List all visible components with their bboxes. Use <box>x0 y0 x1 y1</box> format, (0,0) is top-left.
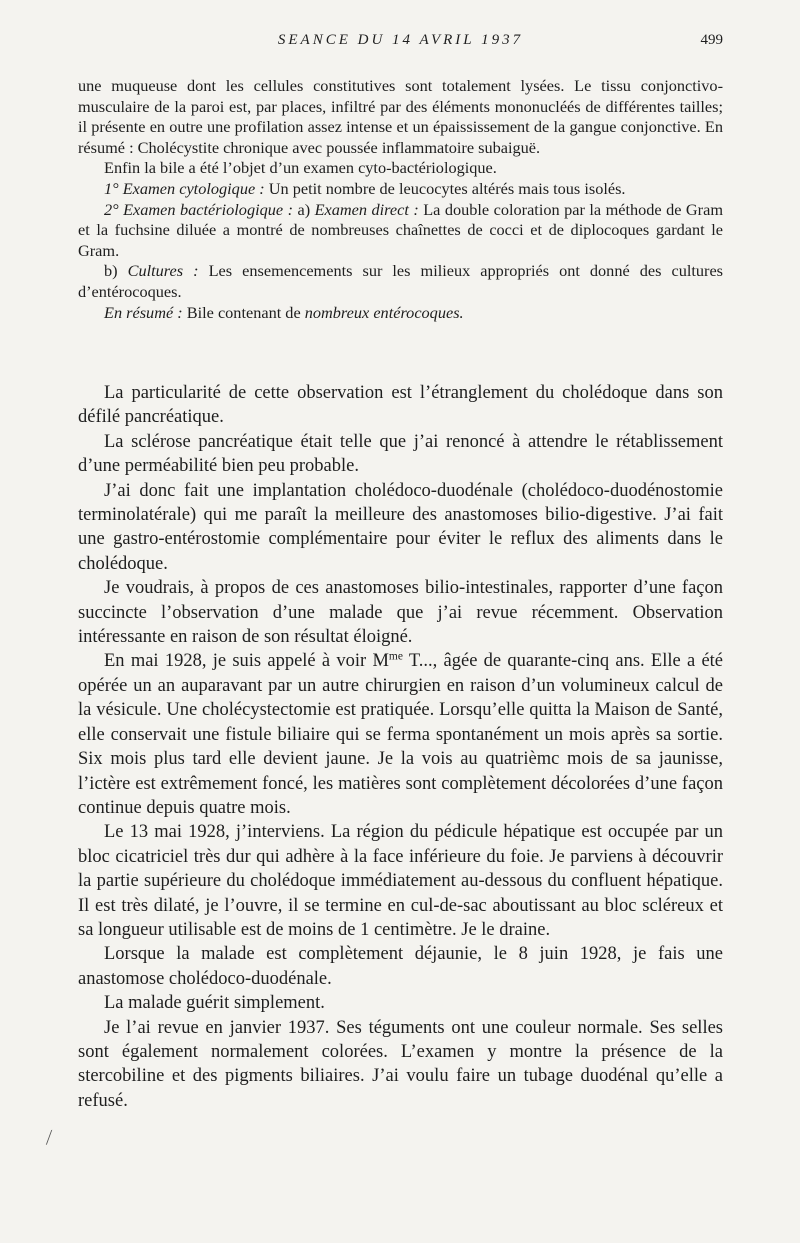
bacteriology-text: La double coloration par la méthode de Gram et la fuchsine diluée a montré de nombreuses chaînettes de cocci et de diplocoques gardant le Gram. <box>78 199 723 260</box>
bacteriology-label: 2° Examen bactériologique : <box>104 199 293 219</box>
paragraph-summary <box>78 303 723 324</box>
paragraph-cultures <box>78 261 723 302</box>
main-text-block <box>78 381 723 1113</box>
margin-pencil-mark: ⟋ <box>41 1128 58 1149</box>
running-header <box>78 32 723 56</box>
cultures-text: Les ensemencements sur les milieux appropriés ont donné des cultures d’entérocoques. <box>78 261 724 301</box>
cytology-text: Un petit nombre de leucocytes altérés mais tous isolés. <box>264 178 626 198</box>
paragraph-follow-up: Je l’ai revue en janvier 1937. Ses téguments ont une couleur normale. Ses selles sont également normalement colorées. L’examen y montre la présence de la stercobiline et des pigments biliaires. J’ai voulu faire un tubage duodénal qu’elle a refusé. <box>78 1017 723 1111</box>
paragraph-anastomosis-date: Lorsque la malade est complètement déjaunie, le 8 juin 1928, je fais une anastomose cholédoco-duodénale. <box>78 944 723 989</box>
bacteriology-sublabel-a: a) <box>293 199 315 219</box>
paragraph-operation: Le 13 mai 1928, j’interviens. La région du pédicule hépatique est occupée par un bloc cicatriciel très dur qui adhère à la face inférieure du foie. Je parviens à découvrir la partie supérieure du cholédoque immédiatement au-dessous du confluent hépatique. Il est très dilaté, je l’ouvre, il se termine en cul-de-sac aboutissant au bloc scléreux et sa longueur utilisable est de moins de 1 centimètre. Je le draine. <box>78 822 723 940</box>
summary-label: En résumé : <box>104 302 183 322</box>
cytology-label: 1° Examen cytologique : <box>104 178 265 198</box>
paragraph-implantation: J’ai donc fait une implantation cholédoco-duodénale (cholédoco-duodénostomie terminolatérale) qui me paraît la meilleure des anastomoses bilio-digestive. J’ai fait une gastro-entérostomie complémentaire pour éviter le reflux des aliments dans le cholédoque. <box>78 480 723 574</box>
case-text-start: En mai 1928, je suis appelé à voir M <box>104 651 389 672</box>
paragraph-particularity: La particularité de cette observation est l’étranglement du cholédoque dans son défilé pancréatique. <box>78 383 723 428</box>
lab-report-block <box>78 76 723 323</box>
paragraph-anastomoses: Je voudrais, à propos de ces anastomoses bilio-intestinales, rapporter d’une façon succincte l’observation d’une malade que j’ai revue récemment. Observation intéressante en raison de son résultat éloigné. <box>78 578 723 648</box>
cultures-prefix: b) <box>104 261 128 281</box>
page-number: 499 <box>700 32 723 48</box>
paragraph-cytology <box>78 179 723 200</box>
direct-exam-label: Examen direct : <box>314 199 419 219</box>
paragraph-case-history <box>78 649 723 820</box>
title-superscript: me <box>388 651 403 664</box>
summary-text: Bile contenant de <box>182 302 305 322</box>
cultures-label: Cultures : <box>127 261 199 281</box>
case-text-rest: T..., âgée de quarante-cinq ans. Elle a été opérée un an auparavant par un autre chirurgien en raison d’un volumineux calcul de la vésicule. Une cholécystectomie est pratiquée. Lorsqu’elle quitta la Maison de Santé, elle conservait une fistule biliaire qui se ferma spontanément un mois après sa sortie. Six mois plus tard elle devient jaune. Je la vois au quatrièmc mois de sa jaunisse, l’ictère est extrêmement foncé, les matières sont complètement décolorées d’une façon continue depuis quatre mois. <box>78 651 724 818</box>
paragraph-bacteriology <box>78 200 723 262</box>
running-title: SEANCE DU 14 AVRIL 1937 <box>277 32 524 48</box>
paragraph-sclerosis: La sclérose pancréatique était telle que j’ai renoncé à attendre le rétablissement d’une perméabilité bien peu probable. <box>78 431 723 477</box>
paragraph-exam-intro: Enfin la bile a été l’objet d’un examen cyto-bactériologique. <box>104 158 497 178</box>
paragraph-recovery: La malade guérit simplement. <box>104 993 325 1014</box>
paragraph-histology: une muqueuse dont les cellules constitutives sont totalement lysées. Le tissu conjonctivo-musculaire de la paroi est, par places, infiltré par des éléments mononucléés de différentes tailles; il présente en outre une profilation assez intense et un épaississement de la gangue conjonctive. En résumé : Cholécystite chronique avec poussée inflammatoire subaiguë. <box>78 76 723 157</box>
summary-emphasis: nombreux entérocoques. <box>304 302 464 322</box>
